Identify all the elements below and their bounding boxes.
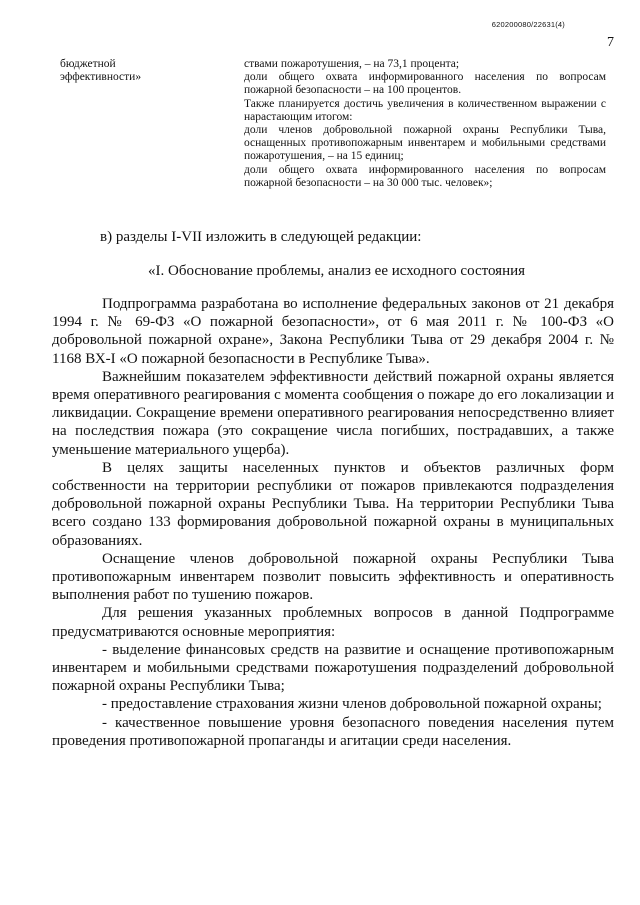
page-number: 7 (607, 35, 614, 50)
table-left-line: бюджетной (60, 58, 116, 70)
paragraph: Подпрограмма разработана во исполнение федеральных законов от 21 декабря 1994 г. № 69-ФЗ «О пожарной безопасности», от 6 мая 2011 г. № 100-ФЗ «О добровольной пожарной охране», Закона Республики Тыва от 29 декабря 2004 г. № 1168 ВХ-I «О пожарной безопасности в Республике Тыва». (52, 296, 614, 367)
section-heading: «I. Обоснование проблемы, анализ ее исходного состояния (148, 263, 526, 279)
paragraph: В целях защиты населенных пунктов и объектов различных форм собственности на территории республики от пожаров привлекаются подразделения добровольной пожарной охраны Республики Тыва. На территории Республики Тыва всего создано 133 формирования добровольной пожарной охраны в муниципальных образованиях. (52, 459, 614, 549)
paragraph: Оснащение членов добровольной пожарной охраны Республики Тыва противопожарным инвентарем позволит повысить эффективность и оперативность выполнения работ по тушению пожаров. (52, 550, 614, 604)
list-item: - качественное повышение уровня безопасного поведения населения путем проведения противопожарной пропаганды и агитации среди населения. (52, 714, 614, 749)
list-item: - выделение финансовых средств на развитие и оснащение противопожарным инвентарем и мобильными средствами пожаротушения подразделений добровольной пожарной охраны Республики Тыва; (52, 641, 614, 695)
document-id: 620200080/22631(4) (491, 20, 565, 29)
table-right-line: доли общего охвата информированного населения по вопросам пожарной безопасности – на 100 процентов. (244, 71, 606, 97)
table-left-line: эффективности» (60, 71, 142, 84)
table-left-cell (60, 58, 180, 85)
body-text (52, 295, 614, 750)
table-right-line: Также планируется достичь увеличения в количественном выражении с нарастающим итогом: (244, 97, 606, 123)
list-item: - предоставление страхования жизни членов добровольной пожарной охраны; (102, 696, 602, 713)
table-right-line: доли общего охвата информированного населения по вопросам пожарной безопасности – на 30 000 тыс. человек»; (244, 163, 606, 189)
paragraph: Важнейшим показателем эффективности действий пожарной охраны является время оперативного реагирования с момента сообщения о пожаре до его локализации и ликвидации. Сокращение времени оперативного реагирования непосредственно влияет на последствия пожара (это сокращение числа погибших, пострадавших, а также уменьшение материального ущерба). (52, 368, 614, 458)
table-right-line: доли членов добровольной пожарной охраны Республики Тыва, оснащенных противопожарным инвентарем и мобильными средствами пожаротушения, – на 15 единиц; (244, 124, 606, 163)
amendment-line: в) разделы I-VII изложить в следующей редакции: (100, 229, 422, 245)
paragraph: Для решения указанных проблемных вопросов в данной Подпрограмме предусматриваются основные мероприятия: (52, 605, 614, 640)
table-right-cell (244, 58, 606, 190)
table-right-line: ствами пожаротушения, – на 73,1 процента; (244, 58, 460, 70)
